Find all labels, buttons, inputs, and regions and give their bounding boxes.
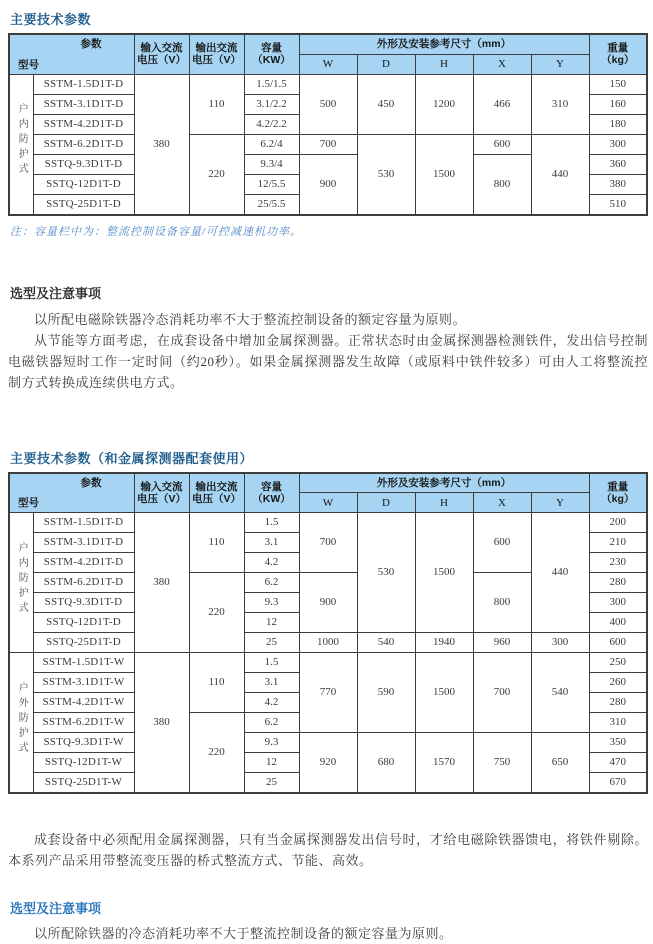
- dim-y-cell: 650: [531, 733, 589, 794]
- weight-cell: 400: [589, 613, 647, 633]
- model-cell: SSTM-4.2D1T-D: [33, 553, 134, 573]
- input-voltage-cell: 380: [134, 653, 189, 794]
- dim-d-header: D: [357, 54, 415, 74]
- output-voltage-cell: 110: [189, 74, 244, 134]
- dim-x-cell: 466: [473, 74, 531, 134]
- dim-w-cell: 500: [299, 74, 357, 134]
- param-label: 参数: [80, 476, 102, 489]
- group-label-text: 户外防护式: [16, 681, 28, 757]
- dim-w-cell: 1000: [299, 633, 357, 653]
- input-voltage-header-line2: 电压（V）: [136, 54, 186, 67]
- dim-y-cell: 440: [531, 513, 589, 633]
- model-cell: SSTQ-9.3D1T-W: [33, 733, 134, 753]
- capacity-cell: 9.3/4: [244, 154, 299, 174]
- dim-h-cell: 1500: [415, 134, 473, 215]
- model-cell: SSTM-3.1D1T-D: [33, 533, 134, 553]
- capacity-cell: 12: [244, 613, 299, 633]
- capacity-cell: 4.2: [244, 553, 299, 573]
- capacity-header: [244, 34, 299, 74]
- dim-h-cell: 1200: [415, 74, 473, 134]
- dim-y-header: Y: [531, 493, 589, 513]
- model-cell: SSTQ-9.3D1T-D: [33, 593, 134, 613]
- weight-cell: 150: [589, 74, 647, 94]
- weight-cell: 210: [589, 533, 647, 553]
- section3-paragraph-1: 以所配除铁器的冷态消耗功率不大于整流控制设备的额定容量为原则。: [34, 926, 453, 941]
- spec-table-1: [8, 33, 648, 216]
- input-voltage-header: [134, 473, 189, 513]
- input-voltage-header-line1: 输入交流: [140, 480, 183, 493]
- group-label-indoor: [9, 513, 33, 653]
- dim-d-header: D: [357, 493, 415, 513]
- input-voltage-header-line1: 输入交流: [140, 42, 183, 55]
- model-cell: SSTM-6.2D1T-W: [33, 713, 134, 733]
- dim-x-cell: 750: [473, 733, 531, 794]
- weight-cell: 260: [589, 673, 647, 693]
- capacity-cell: 1.5: [244, 653, 299, 673]
- capacity-header-line2: （KW）: [252, 492, 291, 505]
- capacity-cell: 9.3: [244, 733, 299, 753]
- model-cell: SSTM-4.2D1T-W: [33, 693, 134, 713]
- input-voltage-header-line2: 电压（V）: [136, 492, 186, 505]
- output-voltage-cell: 220: [189, 134, 244, 215]
- table-row: [9, 134, 647, 154]
- model-param-corner-header: [9, 34, 134, 74]
- model-param-corner-header: [9, 473, 134, 513]
- output-voltage-header-line1: 输出交流: [195, 42, 238, 55]
- dim-x-cell: 800: [473, 573, 531, 633]
- output-voltage-header-line2: 电压（V）: [191, 54, 241, 67]
- dim-y-cell: 540: [531, 653, 589, 733]
- dim-x-cell: 600: [473, 513, 531, 573]
- dim-w-cell: 770: [299, 653, 357, 733]
- dim-x-header: X: [473, 493, 531, 513]
- capacity-cell: 12: [244, 753, 299, 773]
- model-label: 型号: [18, 58, 39, 71]
- dim-w-cell: 900: [299, 154, 357, 215]
- output-voltage-header: [189, 34, 244, 74]
- section1-paragraph-1: 以所配电磁除铁器冷态消耗功率不大于整流控制设备的额定容量为原则。: [34, 311, 467, 327]
- weight-cell: 510: [589, 194, 647, 215]
- capacity-cell: 6.2/4: [244, 134, 299, 154]
- dim-x-cell: 600: [473, 134, 531, 154]
- model-cell: SSTM-3.1D1T-D: [33, 94, 134, 114]
- weight-cell: 160: [589, 94, 647, 114]
- dim-w-header: W: [299, 493, 357, 513]
- model-cell: SSTQ-12D1T-W: [33, 753, 134, 773]
- input-voltage-cell: 380: [134, 513, 189, 653]
- dim-x-cell: 960: [473, 633, 531, 653]
- dim-d-cell: 530: [357, 134, 415, 215]
- capacity-cell: 6.2: [244, 573, 299, 593]
- table-row: [9, 633, 647, 653]
- dim-w-header: W: [299, 54, 357, 74]
- section2-paragraph-1: 成套设备中必须配用金属探测器，只有当金属探测器发出信号时，才给电磁除铁器馈电，将铁件剔除。本系列产品采用带整流变压器的桥式整流方式、节能、高效。: [8, 832, 648, 868]
- capacity-header-line1: 容量: [261, 480, 282, 493]
- model-cell: SSTQ-25D1T-D: [33, 194, 134, 215]
- model-cell: SSTM-6.2D1T-D: [33, 573, 134, 593]
- weight-header-line2: （kg）: [601, 54, 635, 67]
- dim-h-header: H: [415, 54, 473, 74]
- header-row-1: [9, 34, 647, 54]
- capacity-header-line2: （KW）: [252, 54, 291, 67]
- group-label-outdoor: [9, 653, 33, 794]
- model-cell: SSTM-6.2D1T-D: [33, 134, 134, 154]
- model-cell: SSTQ-12D1T-D: [33, 174, 134, 194]
- section3-heading: 选型及注意事项: [10, 901, 102, 916]
- table-row: [9, 513, 647, 533]
- capacity-cell: 3.1: [244, 533, 299, 553]
- weight-cell: 360: [589, 154, 647, 174]
- model-cell: SSTM-1.5D1T-W: [33, 653, 134, 673]
- weight-cell: 200: [589, 513, 647, 533]
- weight-header: [589, 473, 647, 513]
- weight-header: [589, 34, 647, 74]
- section1-paragraph-2: 从节能等方面考虑，在成套设备中增加金属探测器。正常状态时由金属探测器检测铁件，发出信号控制电磁铁器短时工作一定时间（约20秒）。如果金属探测器发生故障（或原料中铁件较多）可由人工将整流控制方式转换成连续供电方式。: [8, 332, 648, 390]
- dim-y-cell: 440: [531, 134, 589, 215]
- table-row: [9, 74, 647, 94]
- model-cell: SSTQ-25D1T-D: [33, 633, 134, 653]
- table1-title: 主要技术参数: [10, 12, 92, 27]
- weight-cell: 350: [589, 733, 647, 753]
- output-voltage-cell: 110: [189, 653, 244, 713]
- table1-note: 注：容量栏中为：整流控制设备容量/可控减速机功率。: [10, 225, 303, 238]
- dim-x-cell: 800: [473, 154, 531, 215]
- weight-cell: 280: [589, 693, 647, 713]
- model-cell: SSTQ-12D1T-D: [33, 613, 134, 633]
- model-cell: SSTQ-9.3D1T-D: [33, 154, 134, 174]
- capacity-cell: 25/5.5: [244, 194, 299, 215]
- dim-d-cell: 530: [357, 513, 415, 633]
- dim-h-cell: 1940: [415, 633, 473, 653]
- weight-cell: 280: [589, 573, 647, 593]
- output-voltage-header: [189, 473, 244, 513]
- model-cell: SSTM-3.1D1T-W: [33, 673, 134, 693]
- weight-header-line1: 重量: [607, 42, 629, 55]
- dim-d-cell: 680: [357, 733, 415, 794]
- output-voltage-cell: 110: [189, 513, 244, 573]
- dim-d-cell: 540: [357, 633, 415, 653]
- capacity-cell: 1.5: [244, 513, 299, 533]
- dim-w-cell: 700: [299, 513, 357, 573]
- spec-table-2: [8, 472, 648, 795]
- capacity-header: [244, 473, 299, 513]
- dim-h-cell: 1500: [415, 513, 473, 633]
- dim-w-cell: 700: [299, 134, 357, 154]
- dim-h-cell: 1570: [415, 733, 473, 794]
- dim-y-cell: 310: [531, 74, 589, 134]
- weight-header-line1: 重量: [607, 480, 629, 493]
- model-cell: SSTQ-25D1T-W: [33, 773, 134, 794]
- dim-d-cell: 590: [357, 653, 415, 733]
- weight-cell: 600: [589, 633, 647, 653]
- capacity-cell: 25: [244, 633, 299, 653]
- section1-heading: 选型及注意事项: [10, 285, 102, 301]
- weight-cell: 300: [589, 134, 647, 154]
- output-voltage-cell: 220: [189, 713, 244, 794]
- output-voltage-header-line2: 电压（V）: [191, 492, 241, 505]
- dim-w-cell: 900: [299, 573, 357, 633]
- weight-cell: 230: [589, 553, 647, 573]
- model-label: 型号: [18, 497, 39, 509]
- weight-cell: 380: [589, 174, 647, 194]
- capacity-cell: 1.5/1.5: [244, 74, 299, 94]
- model-cell: SSTM-1.5D1T-D: [33, 513, 134, 533]
- capacity-cell: 4.2/2.2: [244, 114, 299, 134]
- dim-x-cell: 700: [473, 653, 531, 733]
- dim-y-cell: 300: [531, 633, 589, 653]
- param-label: 参数: [80, 38, 102, 50]
- weight-cell: 470: [589, 753, 647, 773]
- model-cell: SSTM-1.5D1T-D: [33, 74, 134, 94]
- model-cell: SSTM-4.2D1T-D: [33, 114, 134, 134]
- weight-cell: 670: [589, 773, 647, 794]
- weight-cell: 180: [589, 114, 647, 134]
- group-label-indoor: [9, 74, 33, 215]
- table-row: [9, 733, 647, 753]
- input-voltage-header: [134, 34, 189, 74]
- capacity-cell: 25: [244, 773, 299, 794]
- capacity-cell: 3.1/2.2: [244, 94, 299, 114]
- group-label-text: 户内防护式: [16, 103, 28, 178]
- output-voltage-header-line1: 输出交流: [195, 480, 238, 493]
- dim-h-cell: 1500: [415, 653, 473, 733]
- dim-h-header: H: [415, 493, 473, 513]
- dimensions-header: 外形及安装参考尺寸（mm）: [299, 473, 589, 493]
- table-row: [9, 653, 647, 673]
- group-label-text: 户内防护式: [16, 541, 28, 617]
- dim-d-cell: 450: [357, 74, 415, 134]
- weight-header-line2: （kg）: [601, 492, 635, 505]
- capacity-cell: 9.3: [244, 593, 299, 613]
- weight-cell: 300: [589, 593, 647, 613]
- capacity-cell: 6.2: [244, 713, 299, 733]
- dim-x-header: X: [473, 54, 531, 74]
- capacity-header-line1: 容量: [261, 42, 282, 55]
- dimensions-header: 外形及安装参考尺寸（mm）: [299, 34, 589, 54]
- header-row-1: [9, 473, 647, 493]
- input-voltage-cell: 380: [134, 74, 189, 215]
- weight-cell: 250: [589, 653, 647, 673]
- dim-y-header: Y: [531, 54, 589, 74]
- weight-cell: 310: [589, 713, 647, 733]
- capacity-cell: 4.2: [244, 693, 299, 713]
- capacity-cell: 3.1: [244, 673, 299, 693]
- output-voltage-cell: 220: [189, 573, 244, 653]
- capacity-cell: 12/5.5: [244, 174, 299, 194]
- dim-w-cell: 920: [299, 733, 357, 794]
- table2-title: 主要技术参数（和金属探测器配套使用）: [10, 450, 254, 466]
